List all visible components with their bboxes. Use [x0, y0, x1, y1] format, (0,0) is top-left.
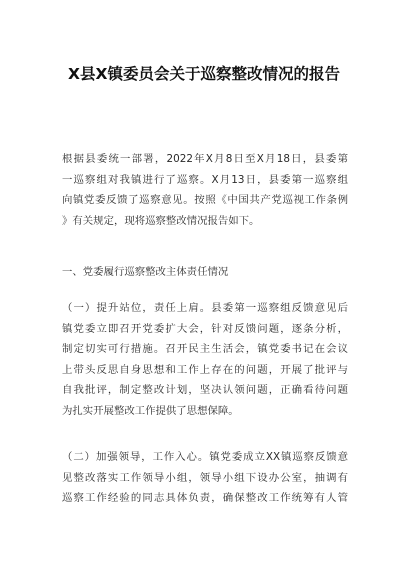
paragraph-section-2 — [62, 447, 348, 509]
paragraph-line: （一）提升站位，责任上肩。县委第一巡察组反馈意见后 — [62, 302, 348, 314]
paragraph-line: 根据县委统一部署，2022年X月8日至X月18日，县委第 — [62, 153, 348, 165]
paragraph-line: 自我批评，制定整改计划，坚决认领问题，正确看待问题 — [62, 384, 348, 397]
paragraph-line: 为扎实开展整改工作提供了思想保障。 — [62, 404, 239, 417]
paragraph-line: 向镇党委反馈了巡察意见。按照《中国共产党巡视工作条例 — [62, 194, 348, 207]
paragraph-intro — [62, 149, 348, 231]
paragraph-line: （二）加强领导，工作入心。镇党委成立XX镇巡察反馈意 — [62, 451, 348, 463]
paragraph-line: 见整改落实工作领导小组，领导小组下设办公室，抽调有 — [62, 471, 348, 484]
paragraph-line: 上带头反思自身思想和工作上存在的问题，开展了批评与 — [62, 363, 348, 376]
paragraph-line: 》有关规定，现将巡察整改情况报告如下。 — [62, 214, 260, 227]
paragraph-line: 巡察工作经验的同志具体负责，确保整改工作统筹有人管 — [62, 492, 348, 505]
document-title: X县X镇委员会关于巡察整改情况的报告 — [68, 65, 340, 83]
paragraph-line: 制定切实可行措施。召开民主生活会，镇党委书记在会议 — [62, 343, 348, 356]
section-heading-text: 一、党委履行巡察整改主体责任情况 — [62, 266, 229, 278]
paragraph-line: 镇党委立即召开党委扩大会，针对反馈问题，逐条分析， — [62, 322, 348, 335]
paragraph-line: 一巡察组对我镇进行了巡察。X月13日，县委第一巡察组 — [62, 173, 348, 186]
section-heading — [62, 262, 348, 283]
paragraph-section-1 — [62, 298, 348, 422]
